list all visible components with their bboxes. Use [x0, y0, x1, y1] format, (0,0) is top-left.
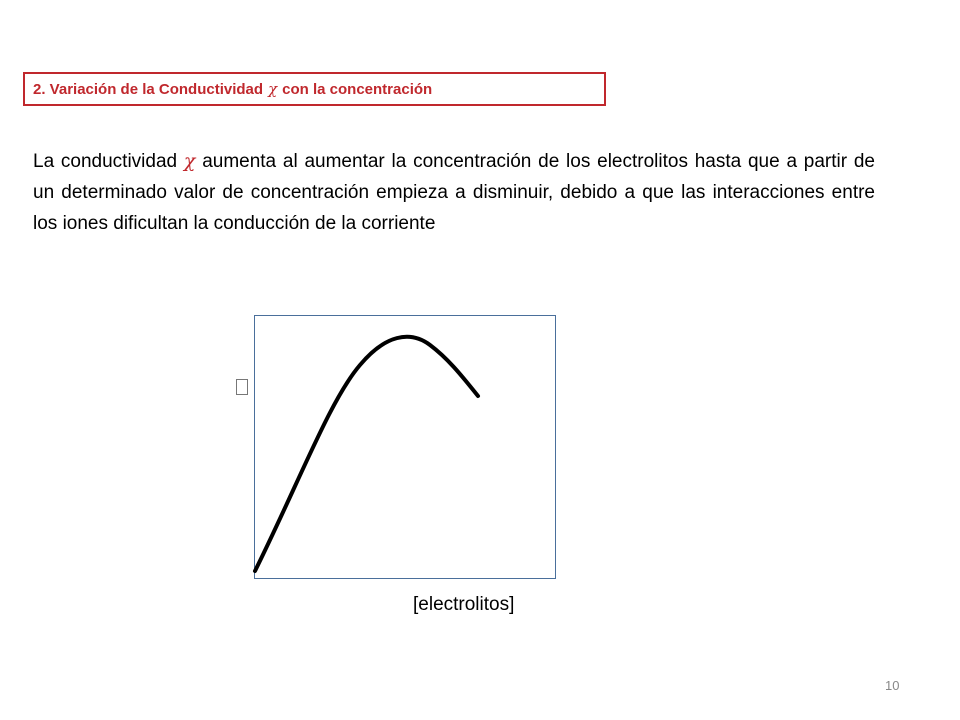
chi-symbol-inline: χ — [183, 150, 196, 172]
body-text-part1: La conductividad — [33, 151, 178, 172]
x-axis-label: [electrolitos] — [413, 594, 515, 615]
body-text-part2: aumenta al aumentar la concentración de los electrolitos hasta que a partir de un determinado valor de concentración empieza a disminuir, debido a que las interacciones entre los iones dificultan la conducción de la corriente — [33, 151, 875, 234]
section-title-prefix: 2. Variación de la Conductividad — [33, 80, 264, 98]
conductivity-curve — [255, 337, 478, 571]
section-title-suffix: con la concentración — [282, 80, 433, 98]
chi-symbol: χ — [268, 80, 278, 98]
slide-number: 10 — [885, 678, 900, 693]
